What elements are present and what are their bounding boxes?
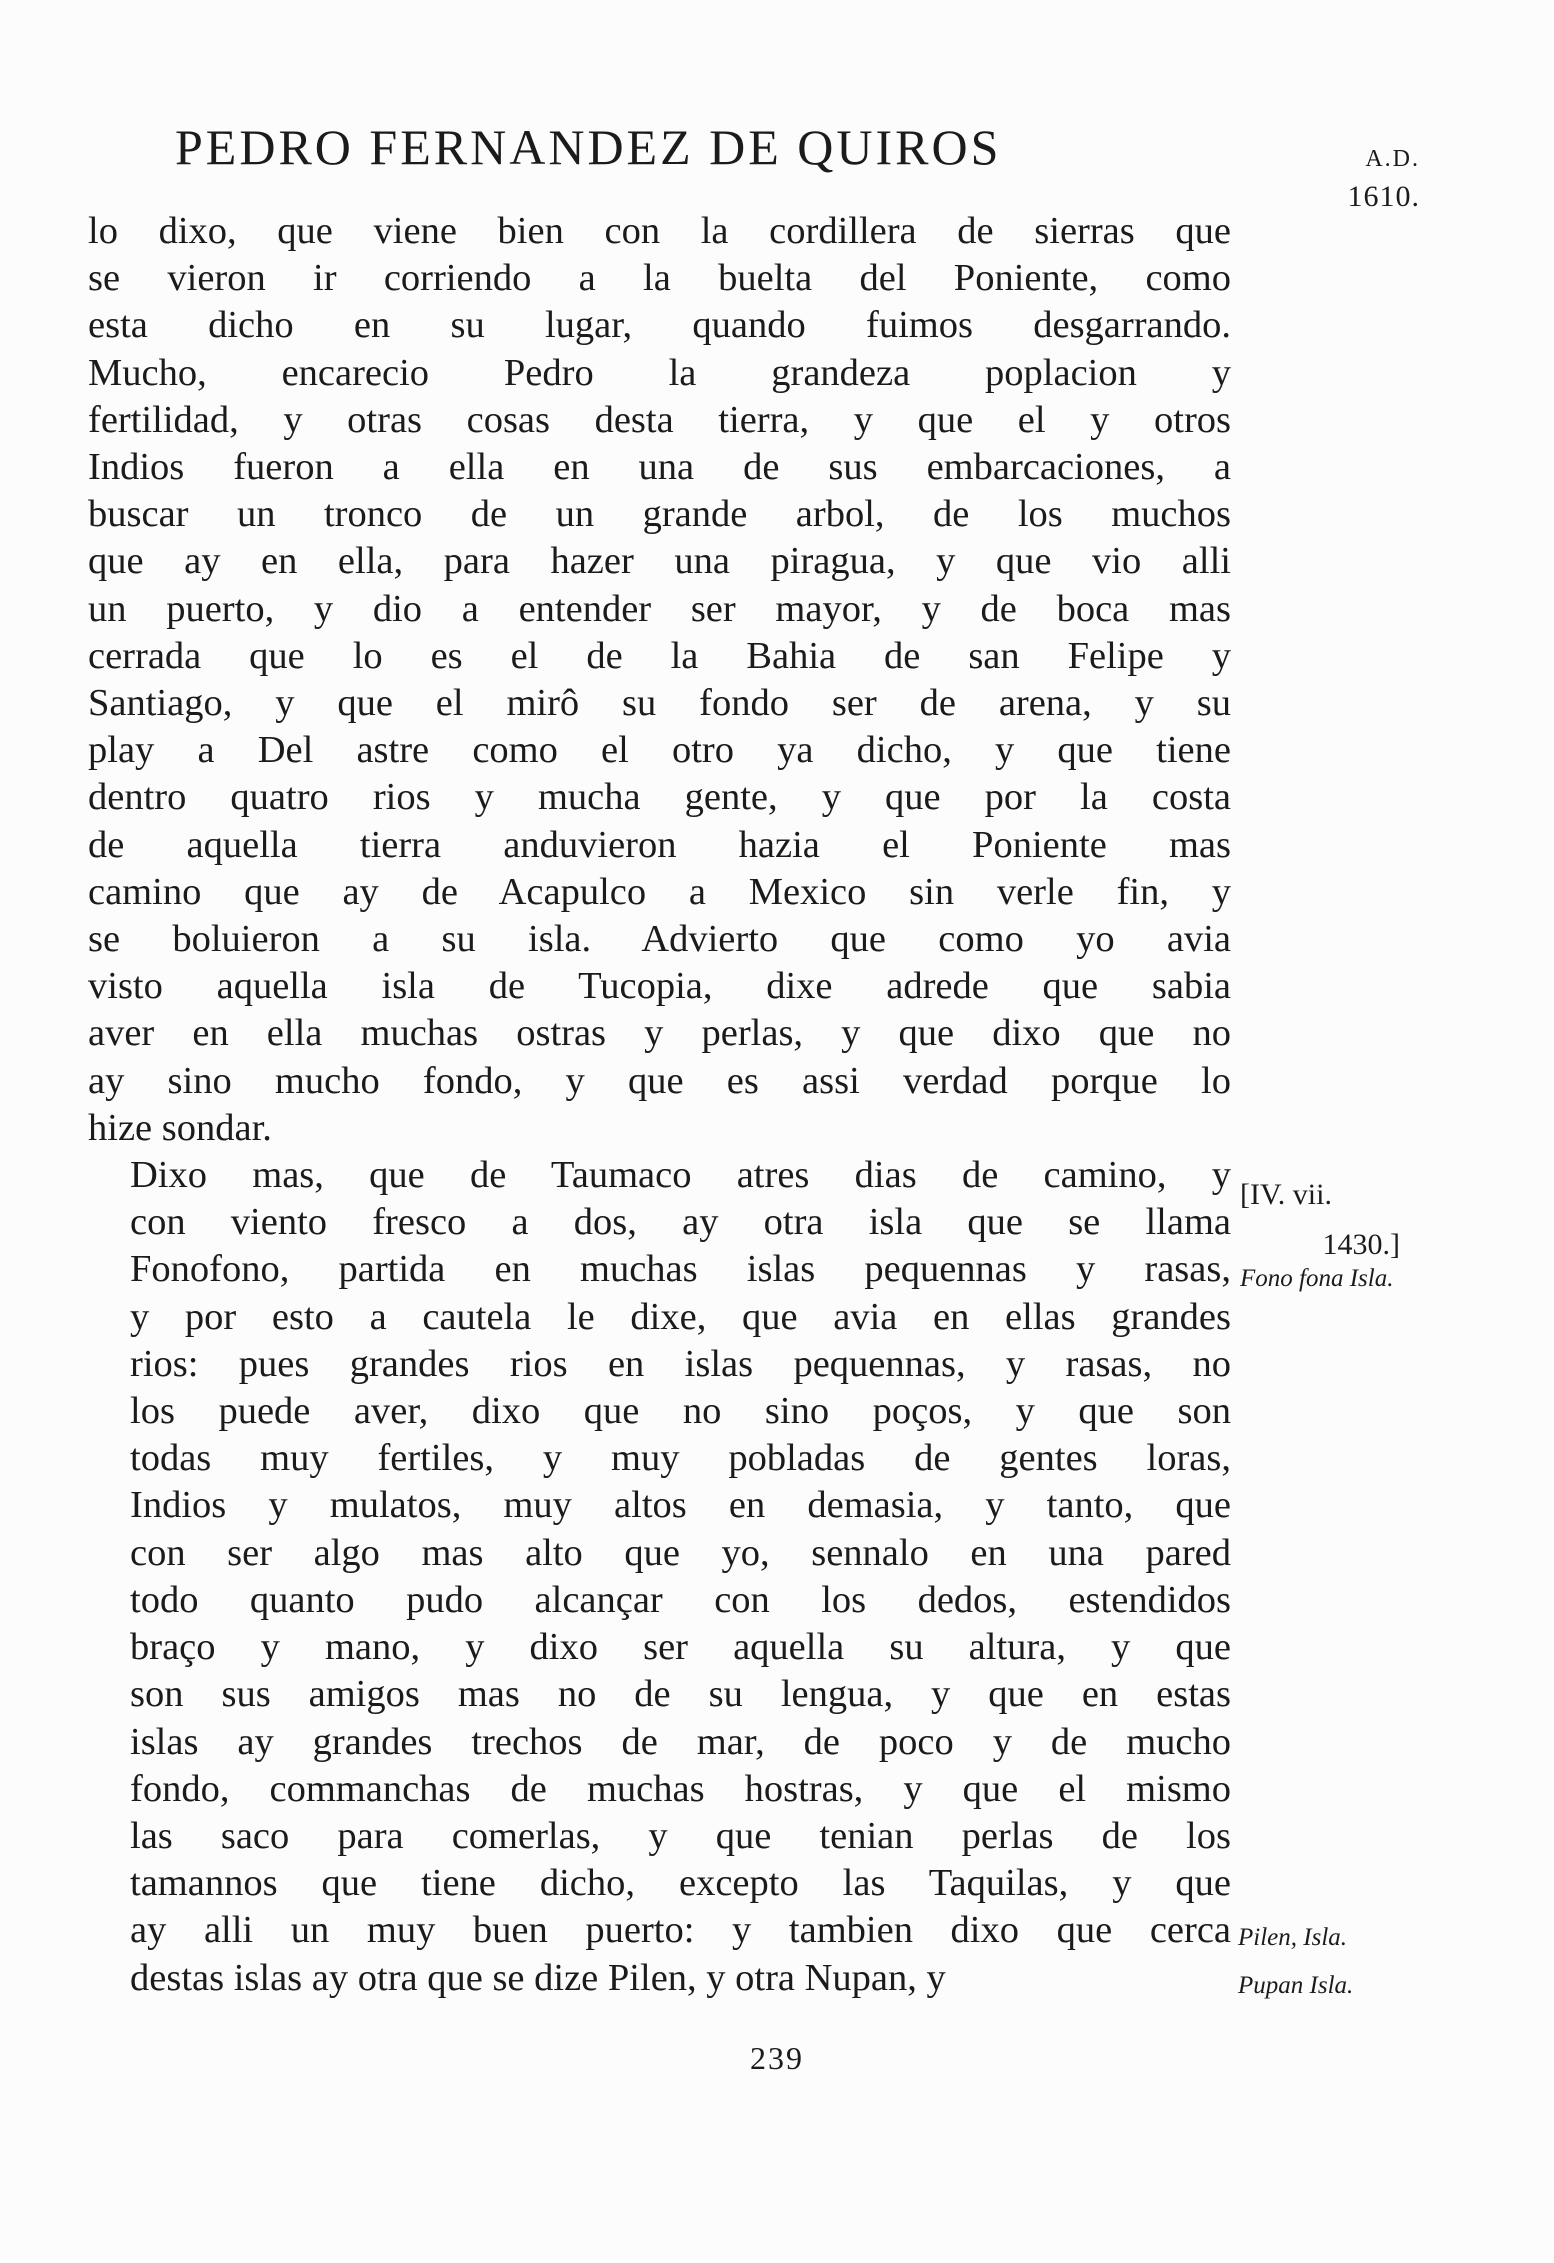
text-line: los puede aver, dixo que no sino poços, y que son [130,1390,1231,1433]
text-line: play a Del astre como el otro ya dicho, y que tiene [88,729,1231,772]
text-line: islas ay grandes trechos de mar, de poco y de mucho [130,1720,1231,1763]
body-text [88,208,1231,2002]
text-line: con viento fresco a dos, ay otra isla que se llama [130,1201,1231,1244]
text-line: todo quanto pudo alcançar con los dedos, estendidos [130,1578,1231,1621]
text-line: Mucho, encarecio Pedro la grandeza poplacion y [88,351,1231,394]
sidenote-pupan: Pupan Isla. [1238,1972,1354,1999]
sidenote-pilen: Pilen, Isla. [1238,1924,1348,1951]
date-marginal [1300,140,1420,216]
text-line: todas muy fertiles, y muy pobladas de gentes loras, [130,1437,1231,1480]
running-head: PEDRO FERNANDEZ DE QUIROS [175,119,1002,175]
text-line: fertilidad, y otras cosas desta tierra, y que el y otros [88,398,1231,441]
sidenote-reference-line2: 1430.] [1322,1228,1400,1261]
text-line: hize sondar. [88,1106,272,1149]
text-line: y por esto a cautela le dixe, que avia en ellas grandes [130,1295,1231,1338]
text-line: ay alli un muy buen puerto: y tambien dixo que cerca [130,1909,1231,1952]
text-line: se vieron ir corriendo a la buelta del Poniente, como [88,257,1231,300]
text-line: camino que ay de Acapulco a Mexico sin verle fin, y [88,870,1231,913]
text-line: rios: pues grandes rios en islas pequennas, y rasas, no [130,1342,1231,1385]
text-line: tamannos que tiene dicho, excepto las Taquilas, y que [130,1862,1231,1905]
sidenote-reference [1240,1170,1400,1270]
page-number: 239 [750,2040,804,2076]
paragraph-1 [88,208,1231,1152]
text-line: Fonofono, partida en muchas islas pequennas y rasas, [130,1248,1231,1291]
text-line: Santiago, y que el mirô su fondo ser de arena, y su [88,682,1231,725]
text-line: se boluieron a su isla. Advierto que como yo avia [88,918,1231,961]
text-line: las saco para comerlas, y que tenian perlas de los [130,1814,1231,1857]
text-line: destas islas ay otra que se dize Pilen, y otra Nupan, y [130,1956,946,1999]
text-line: son sus amigos mas no de su lengua, y que en estas [130,1673,1231,1716]
text-line: lo dixo, que viene bien con la cordillera de sierras que [88,210,1231,252]
text-line: esta dicho en su lugar, quando fuimos desgarrando. [88,304,1231,347]
text-line: un puerto, y dio a entender ser mayor, y de boca mas [88,587,1231,630]
text-line: con ser algo mas alto que yo, sennalo en una pared [130,1531,1231,1574]
text-line: aver en ella muchas ostras y perlas, y que dixo que no [88,1012,1231,1055]
text-line: fondo, commanchas de muchas hostras, y que el mismo [130,1767,1231,1810]
sidenote-fonofona: Fono fona Isla. [1240,1265,1394,1292]
text-line: visto aquella isla de Tucopia, dixe adrede que sabia [88,965,1231,1008]
text-line: que ay en ella, para hazer una piragua, y que vio alli [88,540,1231,583]
sidenote-reference-line1: [IV. vii. [1240,1178,1332,1211]
text-line: Indios fueron a ella en una de sus embarcaciones, a [88,446,1231,489]
text-line: ay sino mucho fondo, y que es assi verdad porque lo [88,1059,1231,1102]
text-line: dentro quatro rios y mucha gente, y que por la costa [88,776,1231,819]
text-line: de aquella tierra anduvieron hazia el Poniente mas [88,823,1231,866]
text-line: buscar un tronco de un grande arbol, de los muchos [88,493,1231,536]
date-era: A.D. [1365,146,1420,172]
paragraph-2 [88,1152,1231,2002]
text-line: cerrada que lo es el de la Bahia de san Felipe y [88,634,1231,677]
text-line: Dixo mas, que de Taumaco atres dias de camino, y [130,1154,1231,1197]
text-line: Indios y mulatos, muy altos en demasia, y tanto, que [130,1484,1231,1527]
text-line: braço y mano, y dixo ser aquella su altura, y que [130,1626,1231,1669]
date-year: 1610. [1347,180,1420,213]
